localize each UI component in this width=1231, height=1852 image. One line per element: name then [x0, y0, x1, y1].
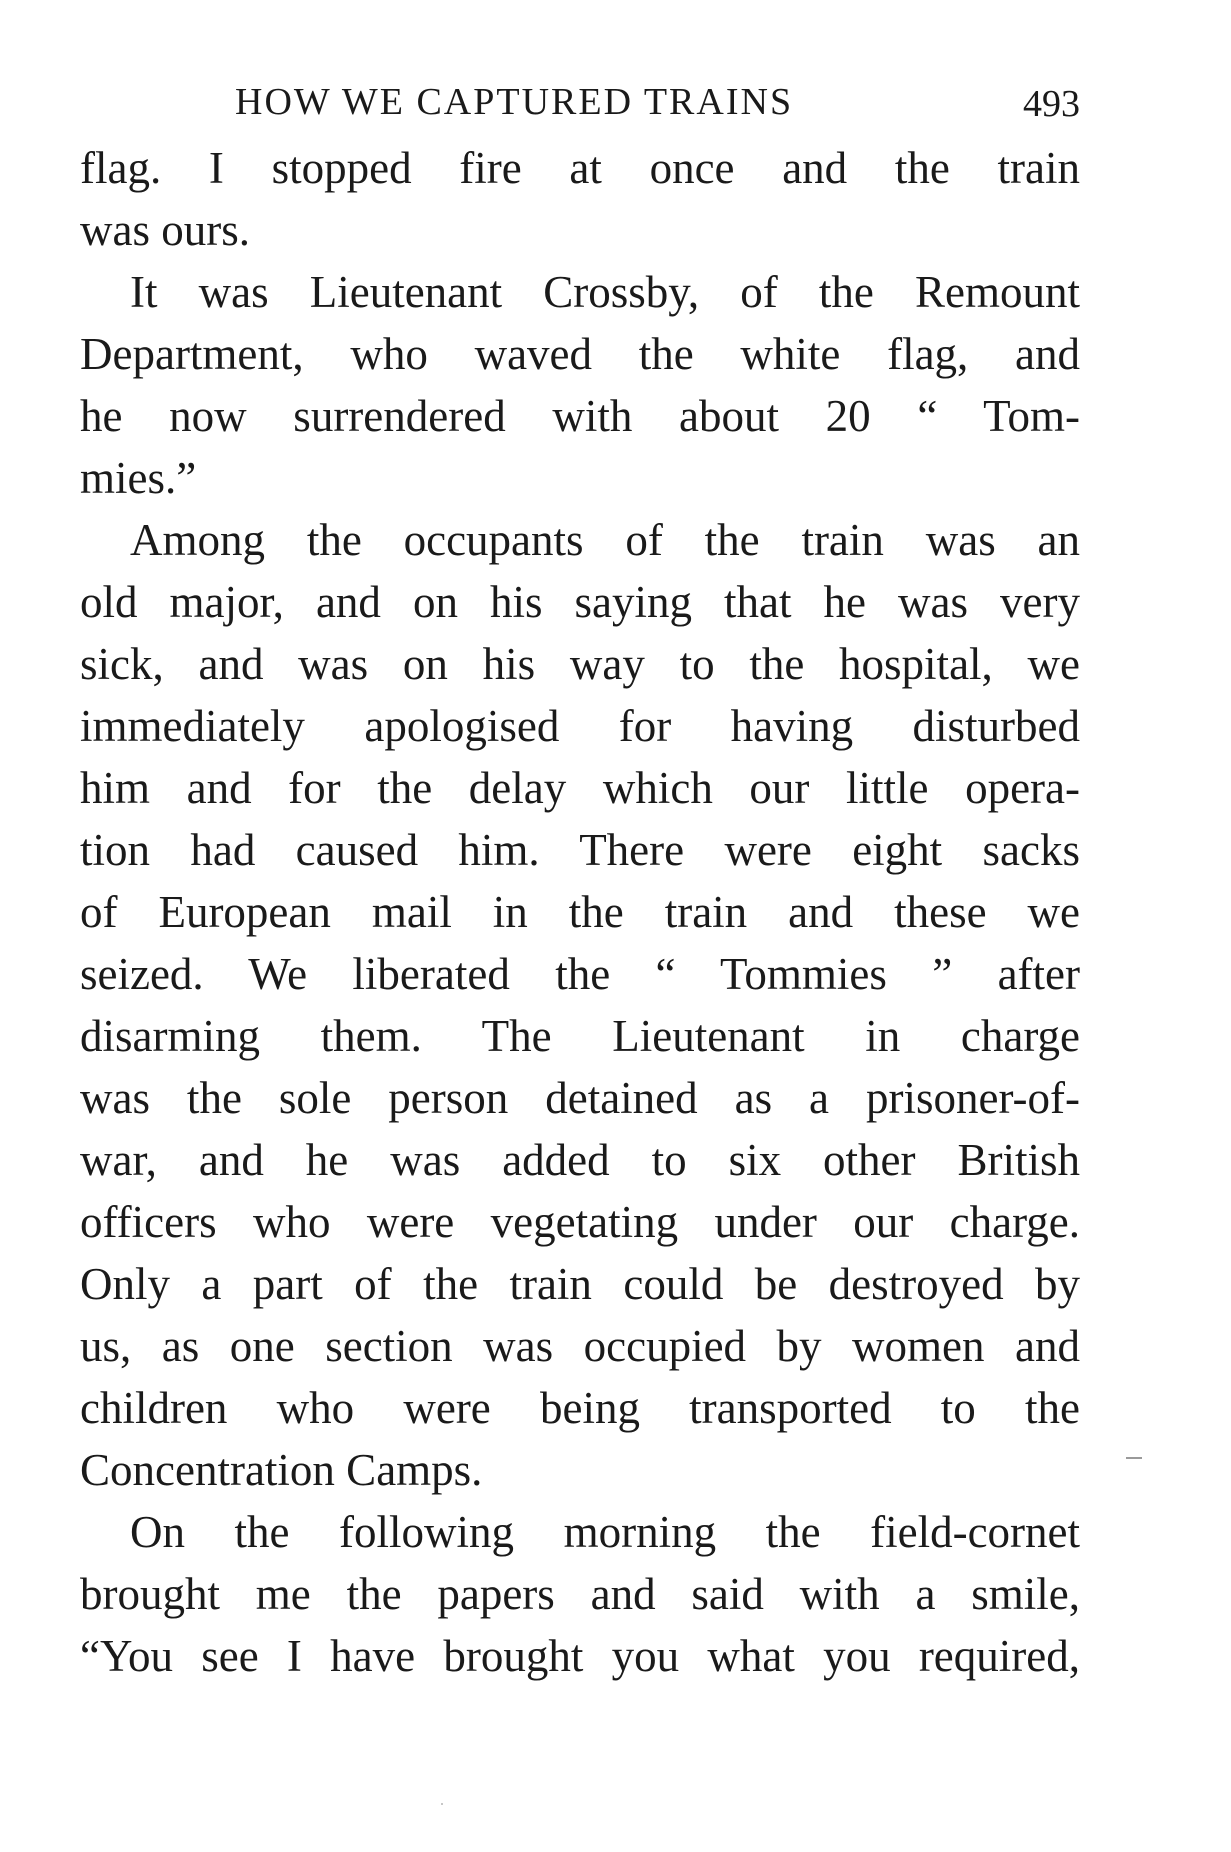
text-line: sick, and was on his way to the hospital, we — [80, 639, 1080, 689]
text-line: children who were being transported to the — [80, 1383, 1080, 1433]
text-line: Department, who waved the white flag, and — [80, 329, 1080, 379]
text-line: was the sole person detained as a prisoner-of- — [80, 1073, 1080, 1123]
text-line: disarming them. The Lieutenant in charge — [80, 1011, 1080, 1061]
text-line: of European mail in the train and these we — [80, 887, 1080, 937]
text-line: old major, and on his saying that he was very — [80, 577, 1080, 627]
paper-speck — [441, 1803, 443, 1805]
text-line: him and for the delay which our little opera- — [80, 763, 1080, 813]
text-line: Concentration Camps. — [80, 1445, 483, 1495]
text-line: was ours. — [80, 205, 250, 255]
text-line: us, as one section was occupied by women and — [80, 1321, 1080, 1371]
text-line: Among the occupants of the train was an — [130, 515, 1080, 565]
text-line: seized. We liberated the “ Tommies ” after — [80, 949, 1080, 999]
text-line: tion had caused him. There were eight sacks — [80, 825, 1080, 875]
text-line: war, and he was added to six other British — [80, 1135, 1080, 1185]
text-line: officers who were vegetating under our charge. — [80, 1197, 1080, 1247]
text-line: brought me the papers and said with a smile, — [80, 1569, 1080, 1619]
page-number: 493 — [1023, 83, 1080, 125]
running-title: HOW WE CAPTURED TRAINS — [235, 81, 794, 123]
running-head — [80, 80, 1080, 130]
text-line: flag. I stopped fire at once and the train — [80, 143, 1080, 193]
margin-mark — [1126, 1457, 1142, 1459]
text-line: immediately apologised for having disturbed — [80, 701, 1080, 751]
body-text — [80, 137, 1080, 1687]
text-line: Only a part of the train could be destroyed by — [80, 1259, 1080, 1309]
text-line: mies.” — [80, 453, 197, 503]
text-line: he now surrendered with about 20 “ Tom- — [80, 391, 1080, 441]
text-line: It was Lieutenant Crossby, of the Remount — [130, 267, 1080, 317]
text-line: On the following morning the field-cornet — [130, 1507, 1080, 1557]
text-line: “You see I have brought you what you required, — [80, 1631, 1080, 1681]
